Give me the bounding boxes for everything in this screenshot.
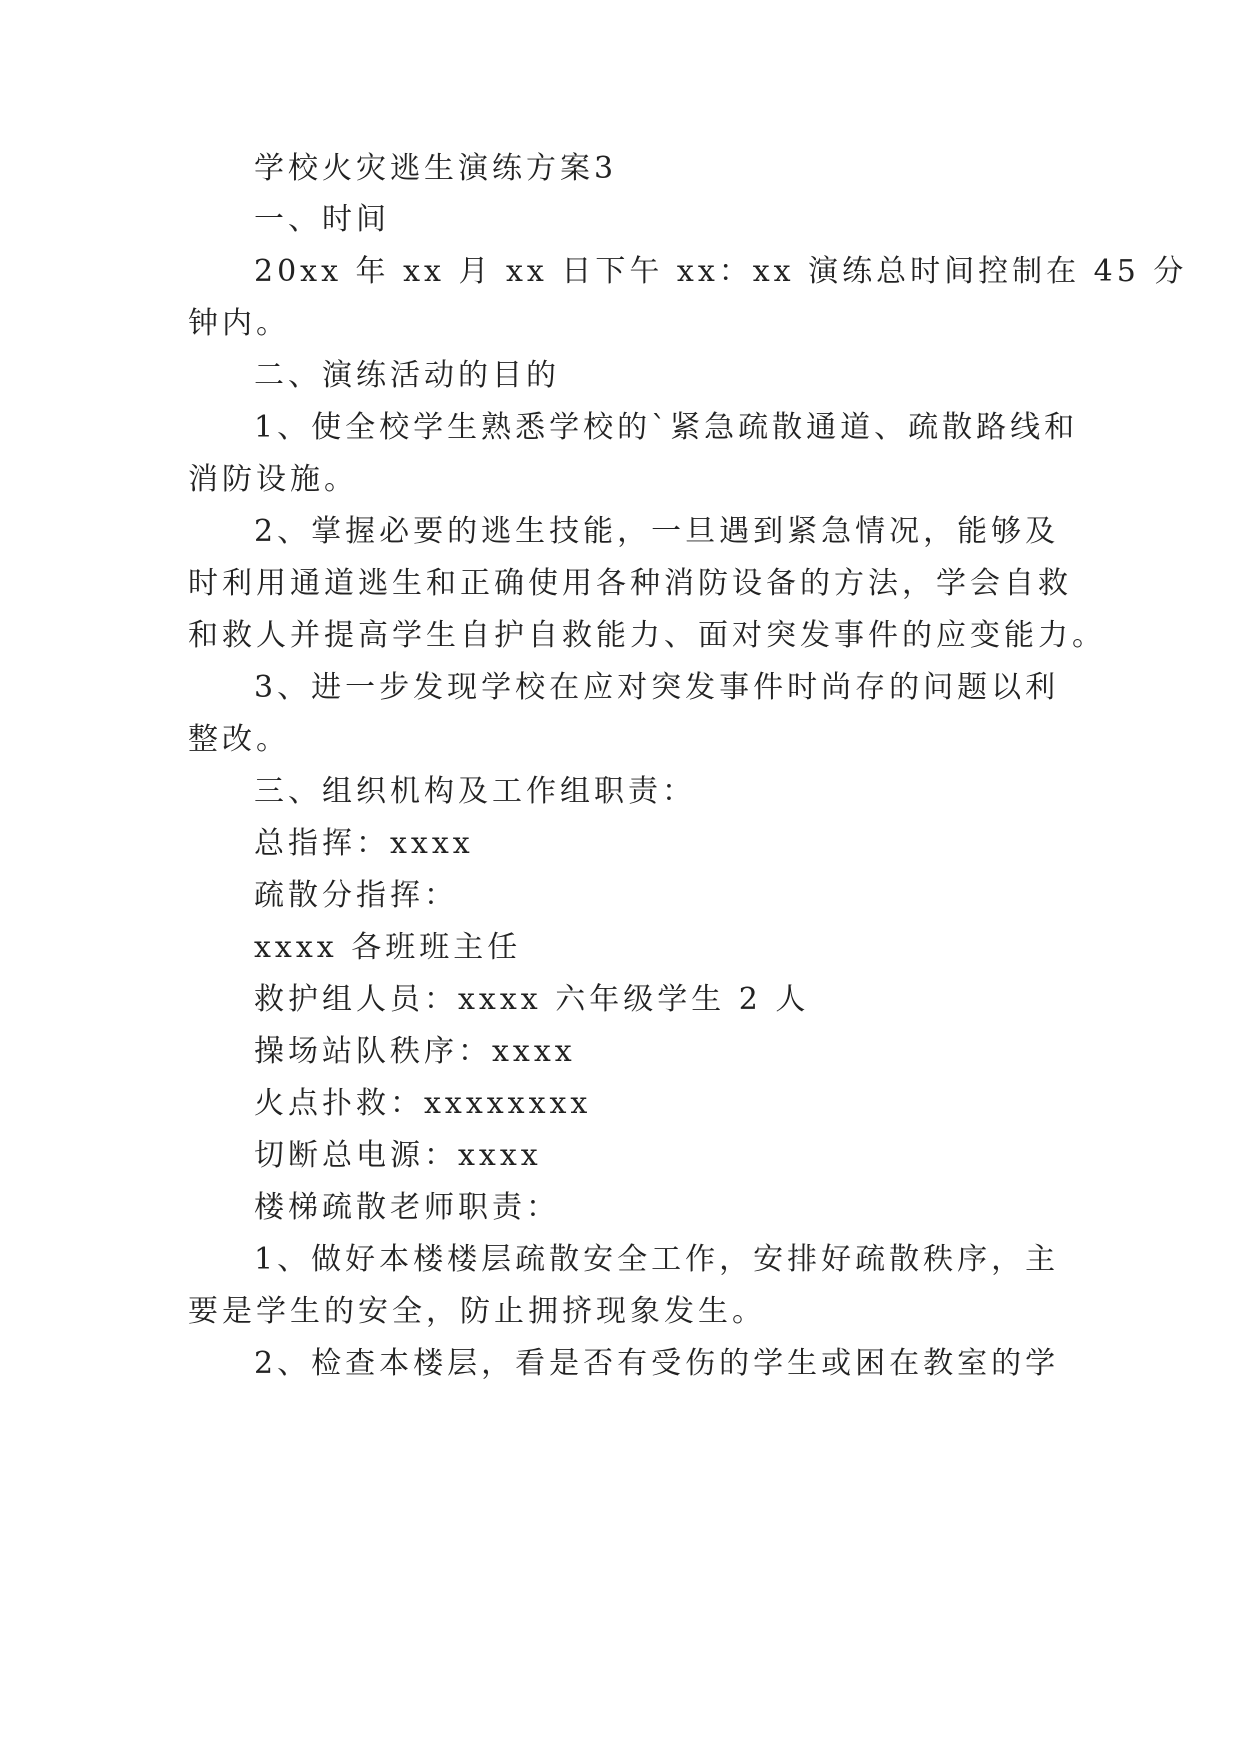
paragraph-line: 2、检查本楼层，看是否有受伤的学生或困在教室的学: [254, 1346, 1060, 1381]
paragraph-line: 和救人并提高学生自护自救能力、面对突发事件的应变能力。: [188, 618, 1106, 653]
paragraph-line: 消防设施。: [188, 462, 358, 497]
paragraph-line: 楼梯疏散老师职责：: [254, 1190, 560, 1225]
paragraph-line: 整改。: [188, 722, 290, 757]
paragraph-line: 疏散分指挥：: [254, 878, 458, 913]
paragraph-line: 切断总电源：xxxx: [254, 1138, 542, 1173]
paragraph-line: 钟内。: [188, 306, 290, 341]
paragraph-line: 救护组人员：xxxx 六年级学生 2 人: [254, 982, 810, 1017]
paragraph-line: 3、进一步发现学校在应对突发事件时尚存的问题以利: [254, 670, 1060, 705]
paragraph-line: 时利用通道逃生和正确使用各种消防设备的方法，学会自救: [188, 566, 1072, 601]
paragraph-line: 20xx 年 xx 月 xx 日下午 xx：xx 演练总时间控制在 45 分: [254, 254, 1188, 289]
paragraph-line: 总指挥：xxxx: [254, 826, 474, 861]
section-heading-time: 一、时间: [254, 202, 390, 237]
document-title: 学校火灾逃生演练方案3: [254, 151, 618, 186]
paragraph-line: 1、使全校学生熟悉学校的`紧急疏散通道、疏散路线和: [254, 410, 1079, 445]
paragraph-line: 操场站队秩序：xxxx: [254, 1034, 576, 1069]
section-heading-purpose: 二、演练活动的目的: [254, 358, 560, 393]
paragraph-line: 2、掌握必要的逃生技能，一旦遇到紧急情况，能够及: [254, 514, 1060, 549]
paragraph-line: 1、做好本楼楼层疏散安全工作，安排好疏散秩序，主: [254, 1242, 1060, 1277]
paragraph-line: 要是学生的安全，防止拥挤现象发生。: [188, 1294, 766, 1329]
paragraph-line: xxxx 各班班主任: [254, 930, 522, 965]
paragraph-line: 火点扑救：xxxxxxxx: [254, 1086, 592, 1121]
section-heading-organization: 三、组织机构及工作组职责：: [254, 774, 696, 809]
